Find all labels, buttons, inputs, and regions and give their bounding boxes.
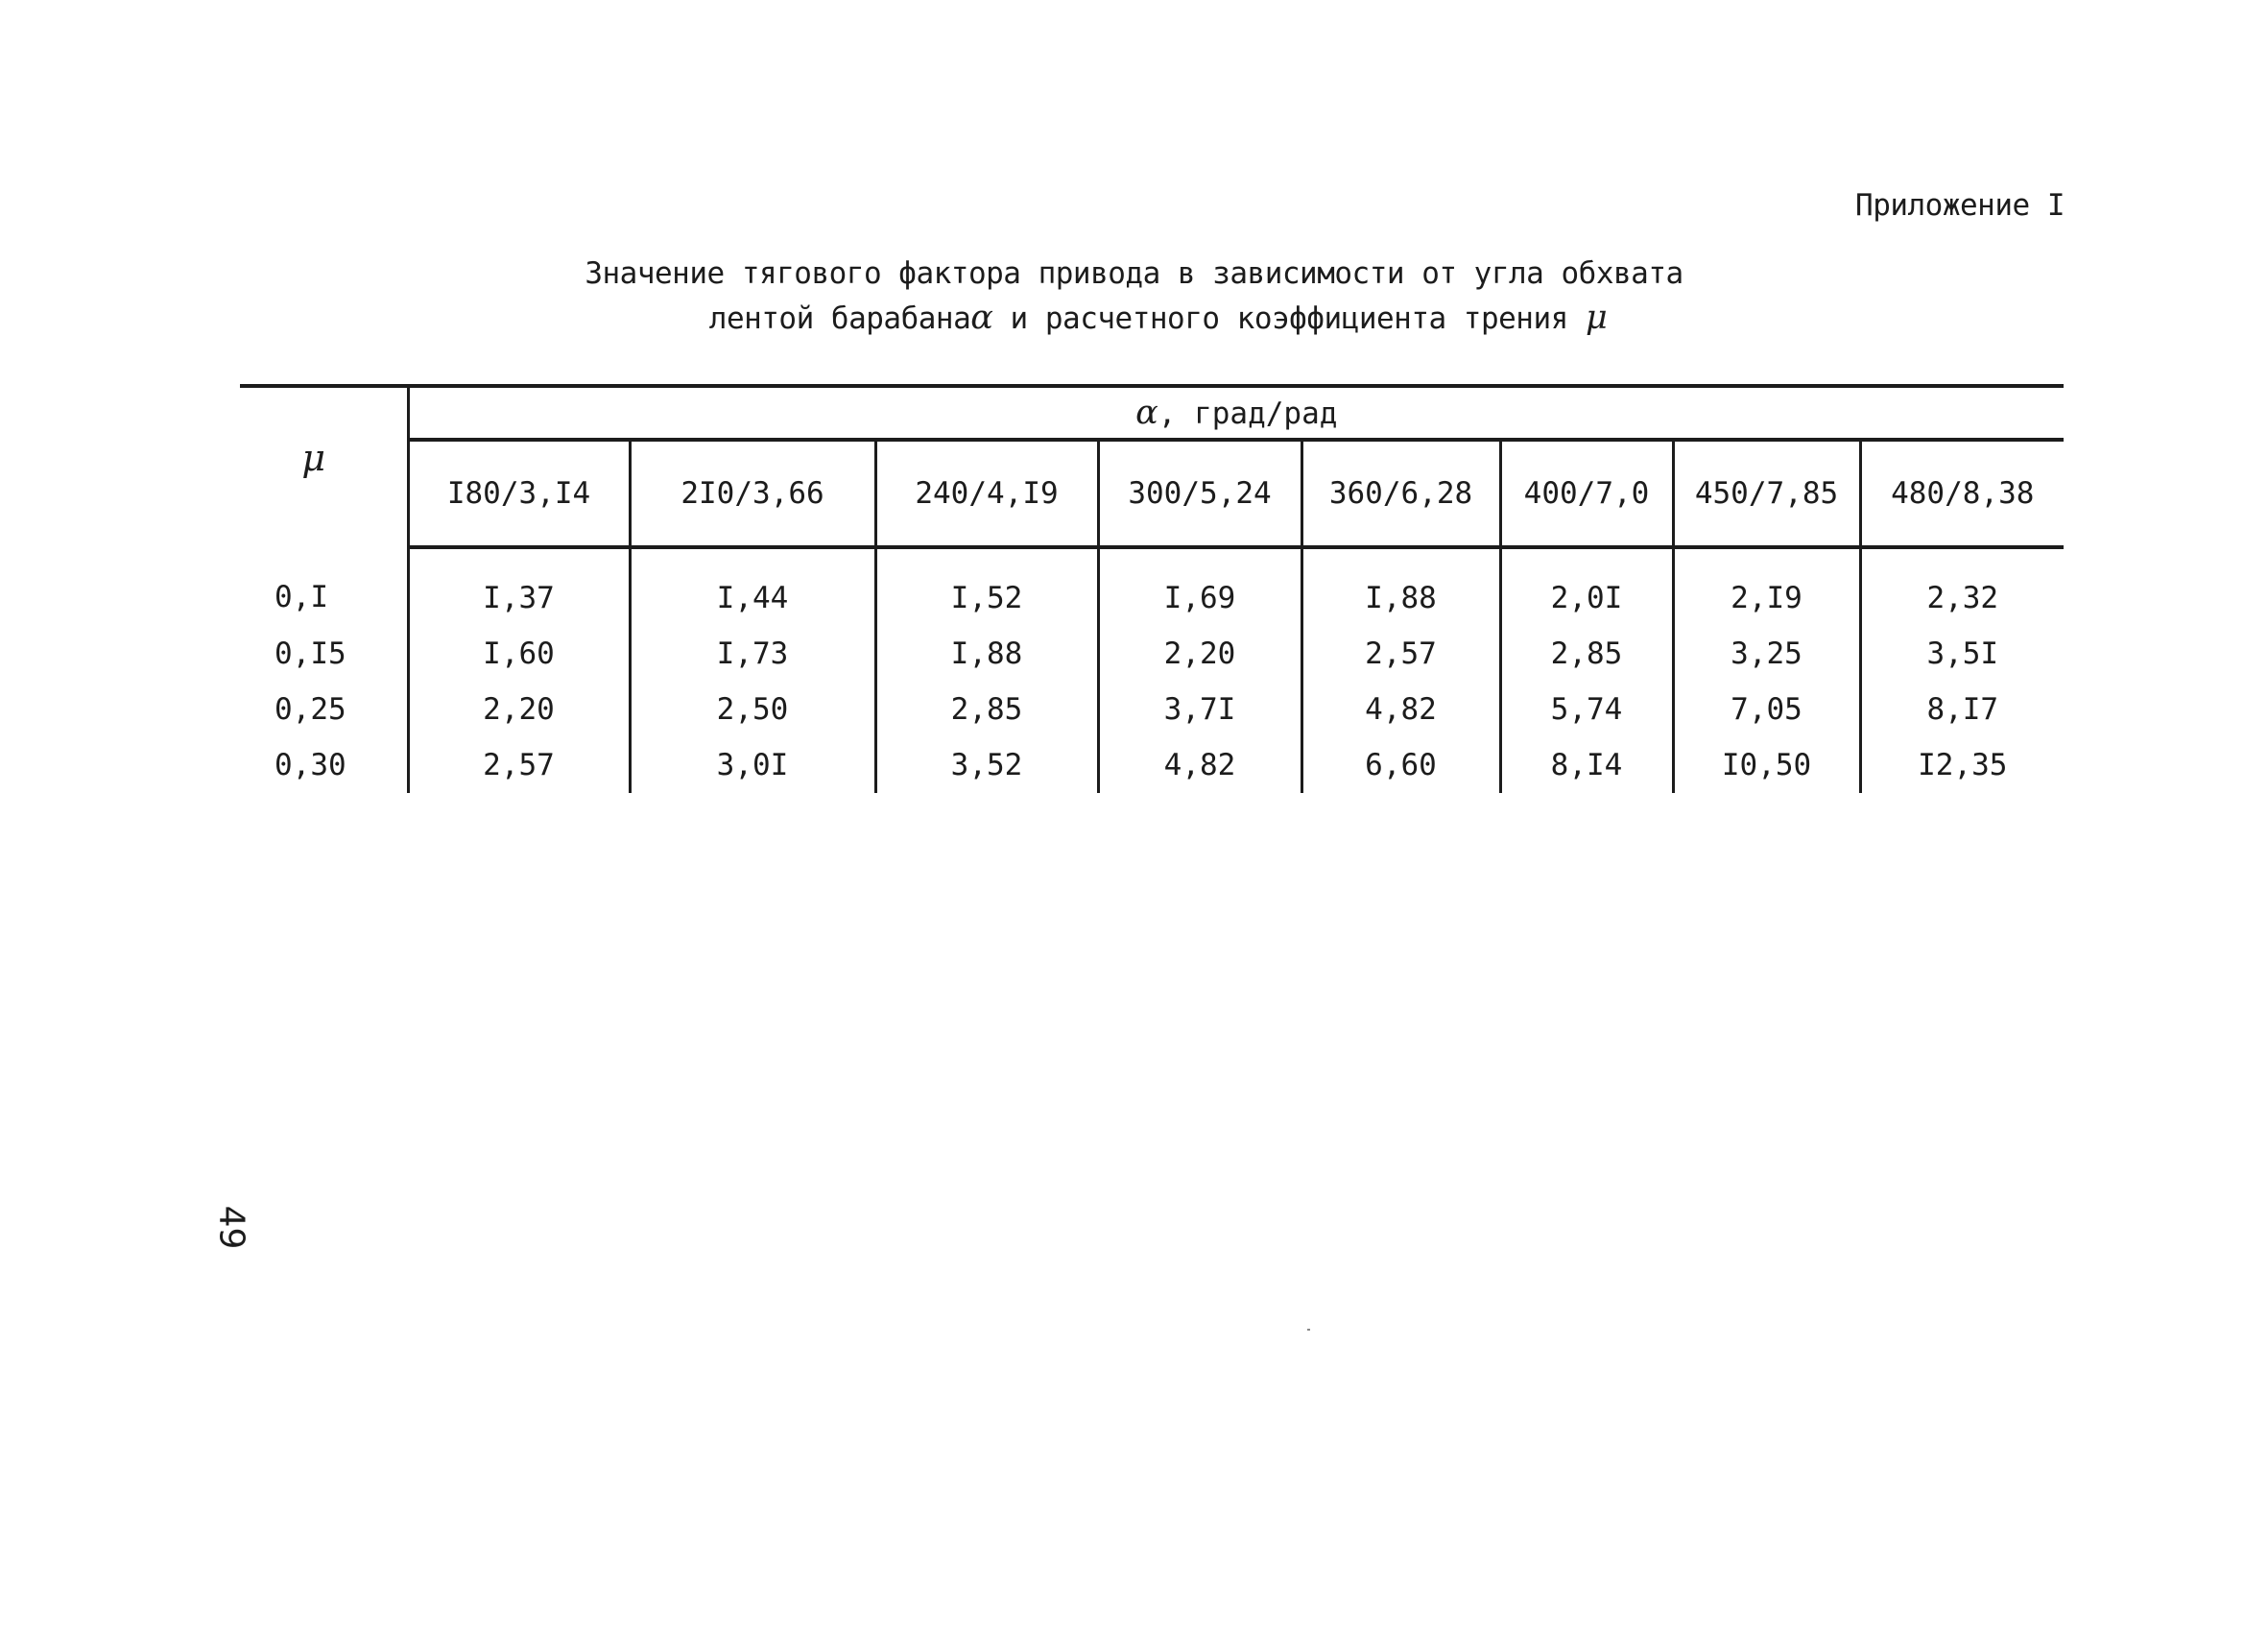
table-row: [240, 682, 2064, 737]
angle-column-header: 360/6,28: [1301, 440, 1500, 547]
table-cell: 2,57: [408, 737, 630, 793]
alpha-header-symbol: α: [1135, 394, 1158, 432]
table-cell: 6,60: [1301, 737, 1500, 793]
table-cell: I2,35: [1860, 737, 2064, 793]
title-line-2-middle: и расчетного коэффициента трения: [992, 301, 1586, 336]
table-cell: 2,50: [630, 682, 875, 737]
mu-value-cell: 0,I5: [275, 637, 346, 671]
angle-column-header: I80/3,I4: [408, 440, 630, 547]
table-cell: 3,5I: [1860, 626, 2064, 682]
header-row-alpha: [240, 386, 2064, 440]
alpha-column-group-header: [408, 386, 2064, 440]
table-cell: 8,I4: [1500, 737, 1673, 793]
table-cell: 2,20: [1098, 626, 1301, 682]
appendix-label: Приложение I: [1855, 188, 2065, 223]
table-cell: I,52: [875, 547, 1098, 626]
angle-column-header: 400/7,0: [1500, 440, 1673, 547]
table-cell: I,44: [630, 547, 875, 626]
table-cell: 2,20: [408, 682, 630, 737]
table-cell: 5,74: [1500, 682, 1673, 737]
table-row: [240, 547, 2064, 626]
table-cell: 2,32: [1860, 547, 2064, 626]
table-cell: 7,05: [1673, 682, 1860, 737]
table-cell: I,60: [408, 626, 630, 682]
table-cell: 3,25: [1673, 626, 1860, 682]
table-cell: 4,82: [1301, 682, 1500, 737]
traction-factor-table: [240, 384, 2064, 793]
scan-speck: [1307, 1329, 1310, 1331]
table-cell: 2,85: [1500, 626, 1673, 682]
page-number: 49: [211, 1205, 251, 1250]
table-cell: I,73: [630, 626, 875, 682]
mu-symbol: μ: [1585, 299, 1608, 337]
mu-value-cell: 0,30: [275, 748, 346, 782]
title-line-1: Значение тягового фактора привода в зависимости от угла обхвата: [585, 256, 1683, 291]
title-line-2-start: лентой барабана: [708, 301, 971, 336]
table-cell: 2,57: [1301, 626, 1500, 682]
alpha-symbol: α: [970, 299, 993, 337]
mu-value-cell: 0,I: [275, 580, 328, 614]
table-row: [240, 626, 2064, 682]
table-cell: I,37: [408, 547, 630, 626]
table-cell: 3,0I: [630, 737, 875, 793]
mu-column-header: μ: [240, 386, 408, 547]
table-cell: I,88: [875, 626, 1098, 682]
table-cell: 2,0I: [1500, 547, 1673, 626]
table-row: [240, 737, 2064, 793]
table-cell: 4,82: [1098, 737, 1301, 793]
angle-column-header: 300/5,24: [1098, 440, 1301, 547]
angle-column-header: 240/4,I9: [875, 440, 1098, 547]
table-cell: I,88: [1301, 547, 1500, 626]
table-cell: I,69: [1098, 547, 1301, 626]
table-title: [0, 252, 2268, 341]
table-cell: 3,52: [875, 737, 1098, 793]
table-cell: 8,I7: [1860, 682, 2064, 737]
mu-value-cell: 0,25: [275, 692, 346, 727]
angle-column-header: 480/8,38: [1860, 440, 2064, 547]
title-line-2: [0, 296, 2268, 341]
table-cell: 2,85: [875, 682, 1098, 737]
angle-column-header: 450/7,85: [1673, 440, 1860, 547]
header-row-angles: [240, 440, 2064, 547]
table-cell: I0,50: [1673, 737, 1860, 793]
table-cell: 2,I9: [1673, 547, 1860, 626]
angle-column-header: 2I0/3,66: [630, 440, 875, 547]
alpha-header-unit: , град/рад: [1158, 396, 1338, 431]
table-cell: 3,7I: [1098, 682, 1301, 737]
